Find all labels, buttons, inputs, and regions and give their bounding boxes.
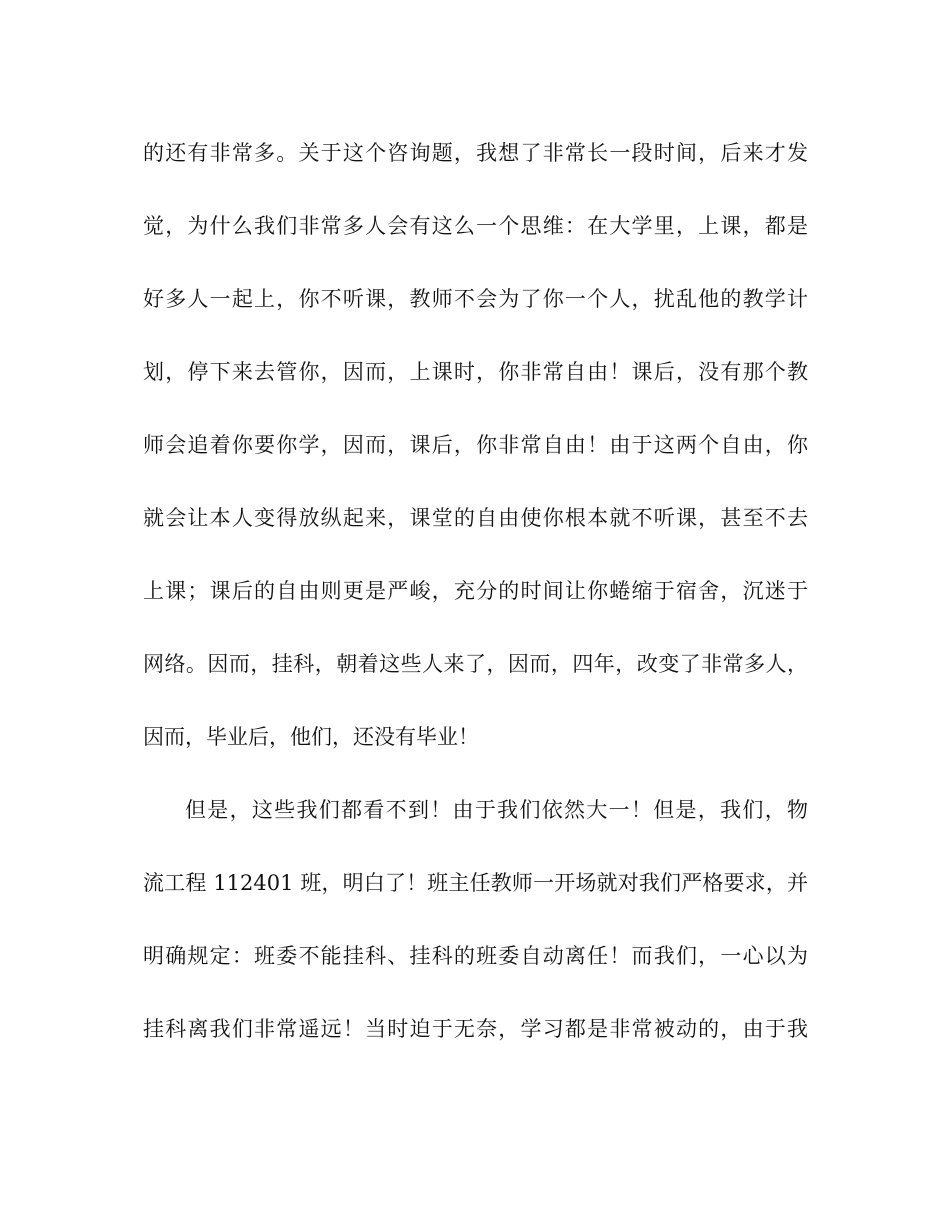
text-line: 师会追着你要你学，因而，课后，你非常自由！由于这两个自由，你 xyxy=(143,433,808,457)
text-line: 觉，为什么我们非常多人会有这么一个思维：在大学里，上课，都是 xyxy=(143,214,808,238)
text-line: 挂科离我们非常遥远！当时迫于无奈，学习都是非常被动的，由于我 xyxy=(143,1017,808,1041)
text-line: 的还有非常多。关于这个咨询题，我想了非常长一段时间，后来才发 xyxy=(143,141,808,165)
body-text xyxy=(143,138,808,1087)
text-line: 明确规定：班委不能挂科、挂科的班委自动离任！而我们，一心以为 xyxy=(143,944,808,968)
text-line: 流工程 112401 班，明白了！班主任教师一开场就对我们严格要求，并 xyxy=(143,871,808,895)
paragraph-first-line: 但是，这些我们都看不到！由于我们依然大一！但是，我们，物 xyxy=(185,798,808,822)
text-line: 网络。因而，挂科，朝着这些人来了，因而，四年，改变了非常多人， xyxy=(143,652,808,676)
text-line: 因而，毕业后，他们，还没有毕业！ xyxy=(143,725,479,749)
text-line: 上课；课后的自由则更是严峻，充分的时间让你蜷缩于宿舍，沉迷于 xyxy=(143,579,808,603)
text-line: 划，停下来去管你，因而，上课时，你非常自由！课后，没有那个教 xyxy=(143,360,808,384)
text-line: 好多人一起上，你不听课，教师不会为了你一个人，扰乱他的教学计 xyxy=(143,287,808,311)
text-line: 就会让本人变得放纵起来，课堂的自由使你根本就不听课，甚至不去 xyxy=(143,506,808,530)
